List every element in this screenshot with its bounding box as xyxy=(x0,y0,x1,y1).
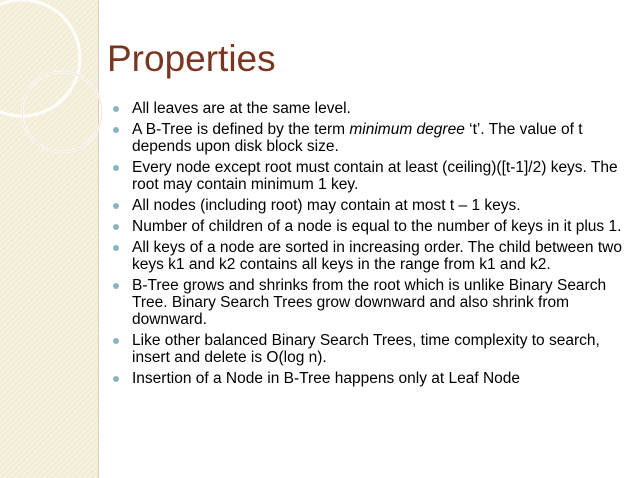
bullet-dot-icon xyxy=(113,106,119,112)
bullet-dot-icon xyxy=(113,338,119,344)
slide-title: Properties xyxy=(107,38,276,79)
bullet-text: All keys of a node are sorted in increasing order. The child between two keys k1 and k2 contains all keys in the range from k1 and k2. xyxy=(132,239,622,273)
bullet-item xyxy=(108,239,630,273)
bullet-item xyxy=(108,370,630,387)
bullet-dot-icon xyxy=(113,127,119,133)
bullet-dot-icon xyxy=(113,245,119,251)
bullet-item xyxy=(108,100,630,117)
bullet-item xyxy=(108,218,630,235)
bullet-dot-icon xyxy=(113,283,119,289)
bullet-text: Number of children of a node is equal to the number of keys in it plus 1. xyxy=(132,218,622,235)
bullet-text: ‘t’. The value of t depends upon disk block size. xyxy=(132,121,583,155)
bullet-list xyxy=(108,100,630,391)
bullet-text: B-Tree grows and shrinks from the root which is unlike Binary Search Tree. Binary Search Trees grow downward and also shrink from downward. xyxy=(132,277,607,328)
bullet-item xyxy=(108,121,630,155)
bullet-item xyxy=(108,197,630,214)
bullet-item xyxy=(108,159,630,193)
bullet-dot-icon xyxy=(113,203,119,209)
bullet-text: All nodes (including root) may contain at most t – 1 keys. xyxy=(132,197,521,214)
bullet-dot-icon xyxy=(113,224,119,230)
bullet-dot-icon xyxy=(113,376,119,382)
bullet-text: All leaves are at the same level. xyxy=(132,100,351,117)
bullet-text: A B-Tree is defined by the term xyxy=(132,121,350,138)
bullet-item xyxy=(108,332,630,366)
bullet-text: Insertion of a Node in B-Tree happens only at Leaf Node xyxy=(132,370,521,387)
bullet-text: Like other balanced Binary Search Trees, time complexity to search, insert and delete is O(log n). xyxy=(132,332,600,366)
bullet-text: Every node except root must contain at least (ceiling)([t-1]/2) keys. The root may contain minimum 1 key. xyxy=(132,159,618,193)
bullet-emphasis: minimum degree xyxy=(349,121,465,138)
bullet-dot-icon xyxy=(113,165,119,171)
bullet-item xyxy=(108,277,630,328)
